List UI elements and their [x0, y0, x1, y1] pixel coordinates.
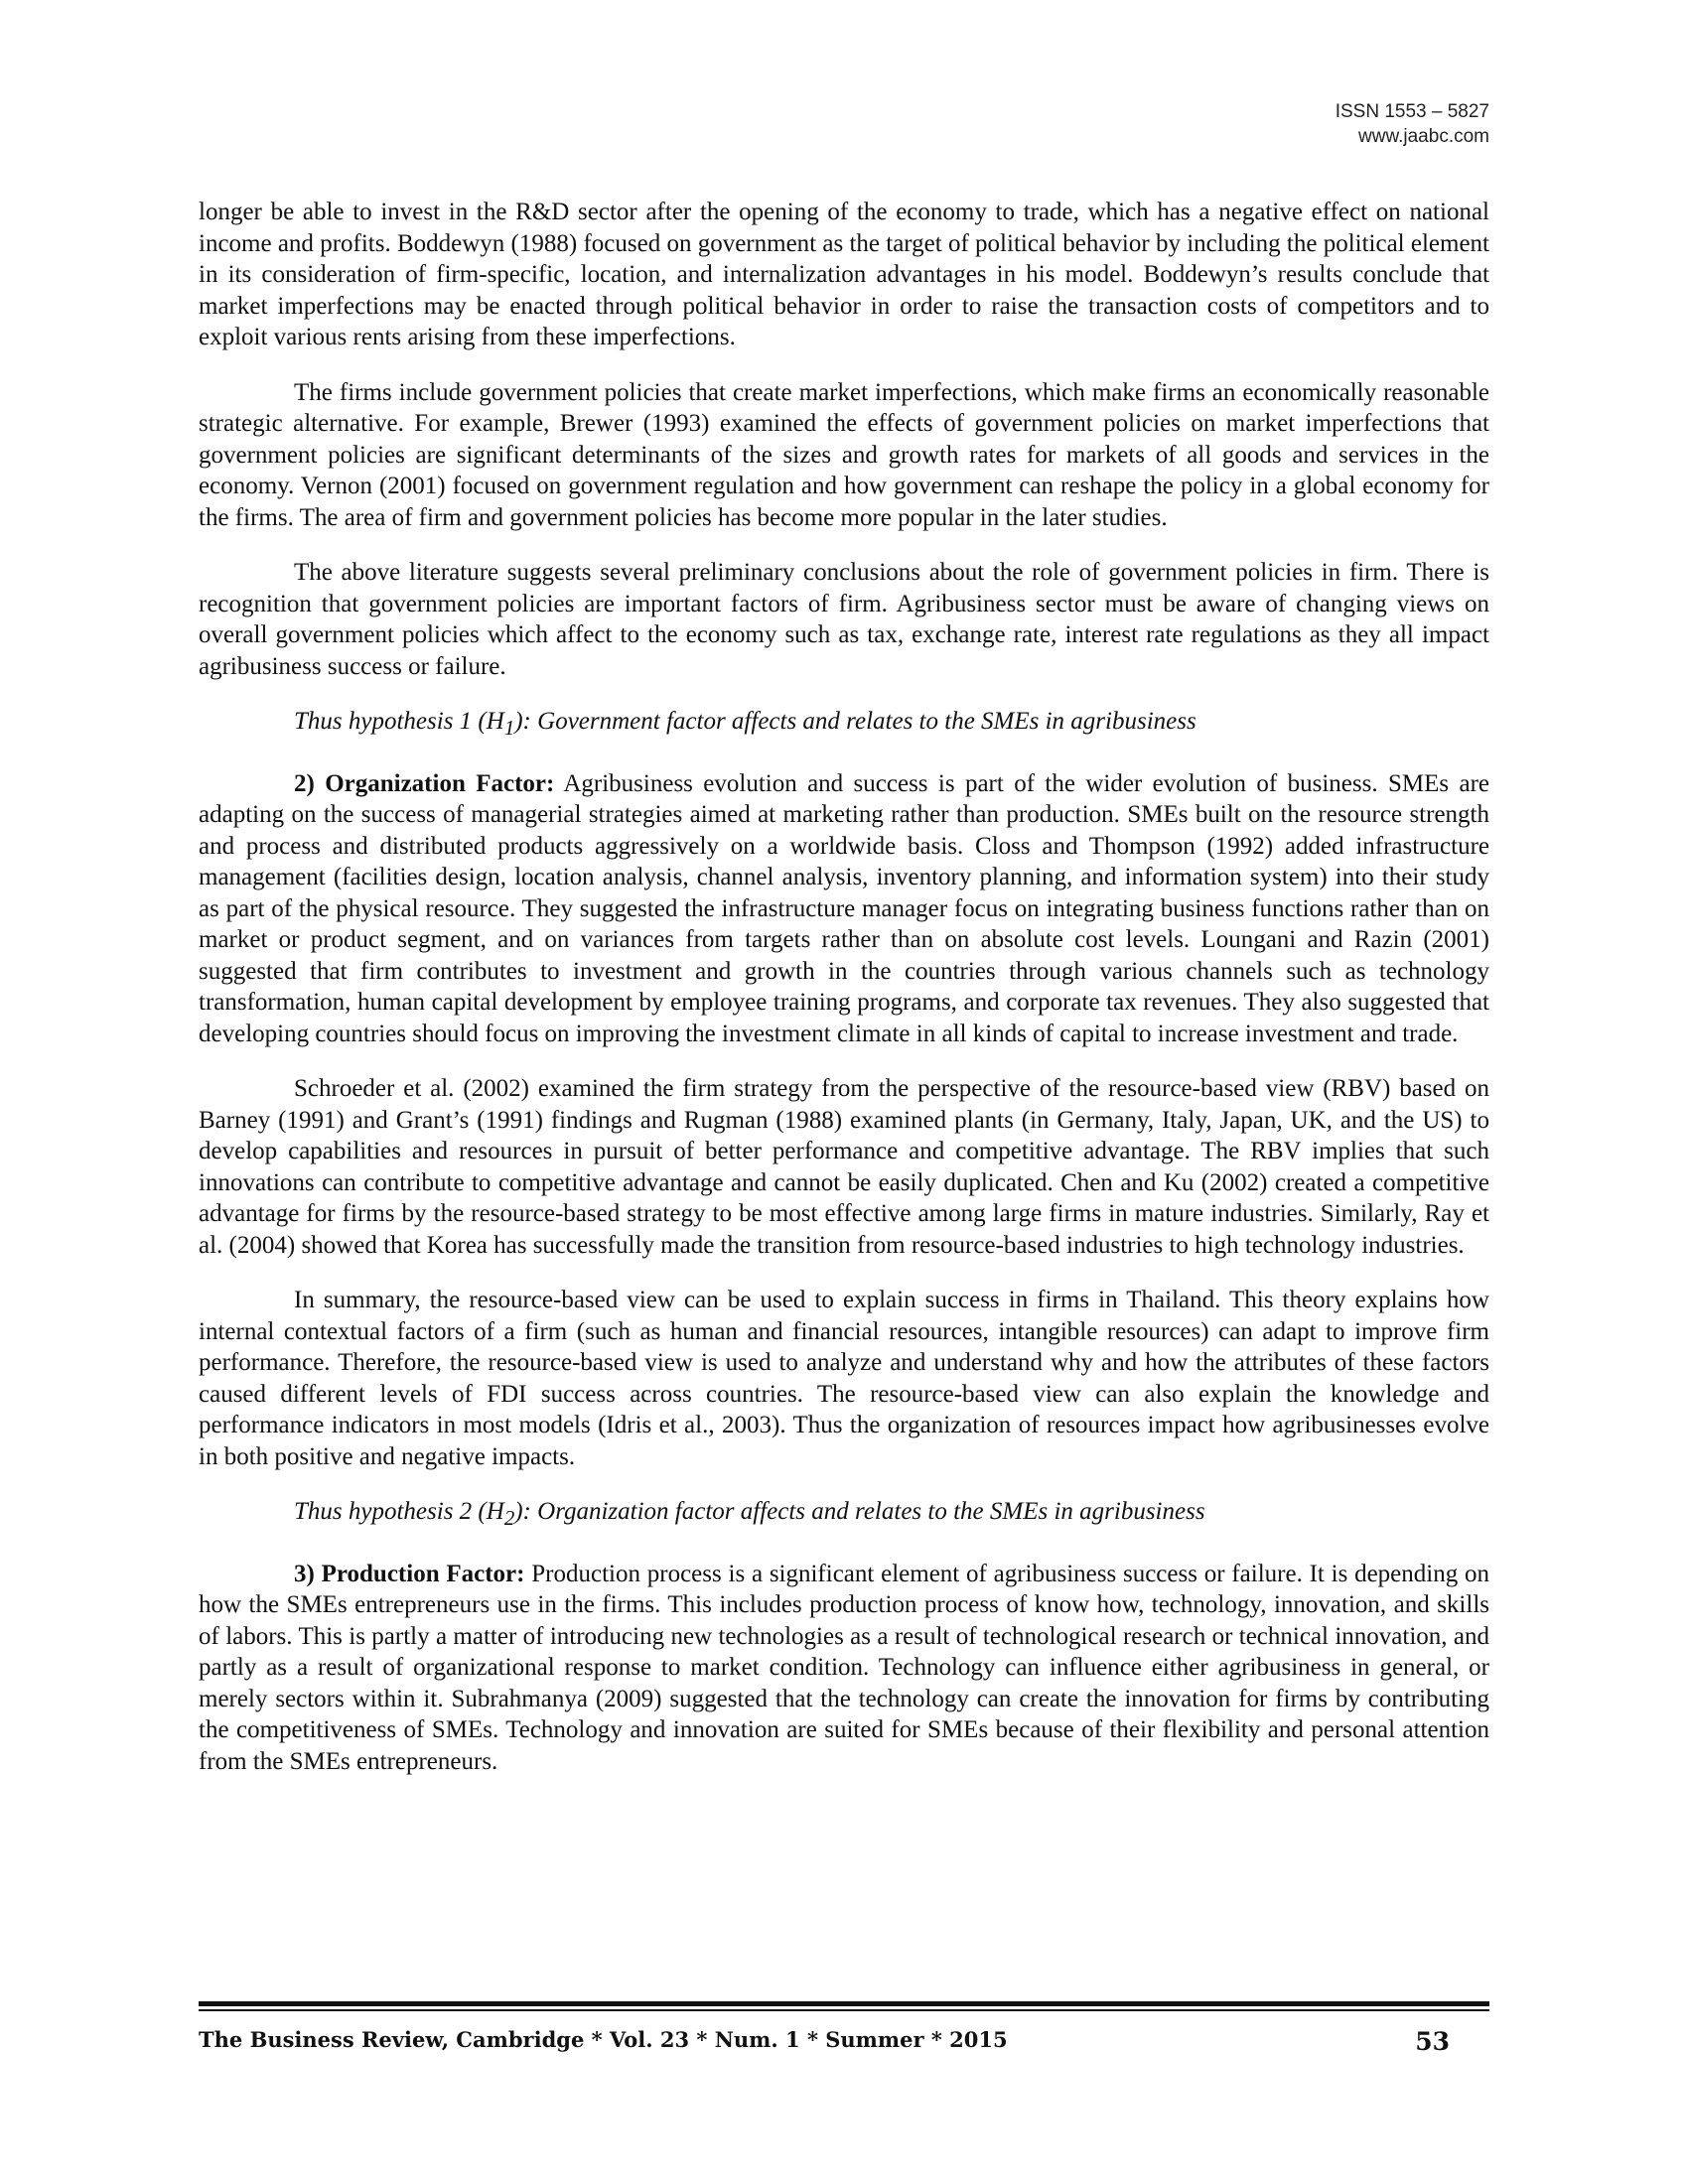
running-header [1336, 99, 1489, 149]
hypothesis-1-text: ): Government factor affects and relates to the SMEs in agribusiness [514, 708, 1196, 735]
journal-citation: The Business Review, Cambridge * Vol. 23 * Num. 1 * Summer * 2015 [199, 2027, 1008, 2052]
paragraph-government-policies: The firms include government policies that create market imperfections, which make firms an economically reasonable strategic alternative. For example, Brewer (1993) examined the effects of government policies on market imperfections that government policies are significant determinants of the sizes and growth rates for markets of all goods and services in the economy. Vernon (2001) focused on government regulation and how government can reshape the policy in a global economy for the firms. The area of firm and government policies has become more popular in the later studies. [199, 378, 1489, 531]
section-text-production: Production process is a significant element of agribusiness success or failure. It is depending on how the SMEs entrepreneurs use in the firms. This includes production process of know how, technology, innovation, and skills of labors. This is partly a matter of introducing new technologies as a result of technological research or technical innovation, and partly as a result of organizational response to market condition. Technology can influence either agribusiness in general, or merely sectors within it. Subrahmanya (2009) suggested that the technology can create the innovation for firms by contributing the competitiveness of SMEs. Technology and innovation are suited for SMEs because of their flexibility and personal attention from the SMEs entrepreneurs. [199, 1560, 1489, 1775]
paragraph-resource-based-view: Schroeder et al. (2002) examined the firm strategy from the perspective of the resource-based view (RBV) based on Barney (1991) and Grant’s (1991) findings and Rugman (1988) examined plants (in Germany, Italy, Japan, UK, and the US) to develop capabilities and resources in pursuit of better performance and competitive advantage. The RBV implies that such innovations can contribute to competitive advantage and cannot be easily duplicated. Chen and Ku (2002) created a competitive advantage for firms by the resource-based strategy to be most effective among large firms in mature industries. Similarly, Ray et al. (2004) showed that Korea has successfully made the transition from resource-based industries to high technology industries. [199, 1075, 1489, 1259]
issn-label: ISSN 1553 – 5827 [1335, 101, 1489, 122]
journal-website: www.jaabc.com [1358, 126, 1489, 147]
hypothesis-2-subscript: 2 [503, 1506, 515, 1530]
footer-rule-thin [199, 2009, 1489, 2011]
page-number: 53 [1415, 2027, 1450, 2056]
hypothesis-2 [199, 1496, 1489, 1535]
hypothesis-2-prefix: Thus hypothesis 2 (H [294, 1498, 504, 1525]
section-heading-production: 3) Production Factor: [294, 1560, 525, 1587]
section-heading-organization: 2) Organization Factor: [294, 769, 555, 797]
section-text-organization: Agribusiness evolution and success is part of the wider evolution of business. SMEs are adapting on the success of managerial strategies aimed at marketing rather than production. SMEs built on the resource strength and process and distributed products aggressively on a worldwide basis. Closs and Thompson (1992) added infrastructure management (facilities design, location analysis, channel analysis, inventory planning, and information system) into their study as part of the physical resource. They suggested the infrastructure manager focus on integrating business functions rather than on market or product segment, and on variances from targets rather than on absolute cost levels. Loungani and Razin (2001) suggested that firm contributes to investment and growth in the countries through various channels such as technology transformation, human capital development by employee training programs, and corporate tax revenues. They also suggested that developing countries should focus on improving the investment climate in all kinds of capital to increase investment and trade. [199, 769, 1489, 1047]
section-production-factor [199, 1559, 1489, 1778]
body-text [199, 197, 1489, 1801]
hypothesis-1 [199, 706, 1489, 745]
paragraph-literature-conclusions: The above literature suggests several preliminary conclusions about the role of government policies in firm. There is recognition that government policies are important factors of firm. Agribusiness sector must be aware of changing views on overall government policies which affect to the economy such as tax, exchange rate, interest rate regulations as they all impact agribusiness success or failure. [199, 559, 1489, 680]
hypothesis-2-text: ): Organization factor affects and relates to the SMEs in agribusiness [514, 1498, 1205, 1525]
hypothesis-1-prefix: Thus hypothesis 1 (H [294, 708, 504, 735]
footer-rule-thick [199, 2001, 1489, 2006]
paragraph-summary: In summary, the resource-based view can be used to explain success in firms in Thailand. This theory explains how internal contextual factors of a firm (such as human and financial resources, intangible resources) can adapt to improve firm performance. Therefore, the resource-based view is used to analyze and understand why and how the attributes of these factors caused different levels of FDI success across countries. The resource-based view can also explain the knowledge and performance indicators in most models (Idris et al., 2003). Thus the organization of resources impact how agribusinesses evolve in both positive and negative impacts. [199, 1287, 1489, 1470]
running-footer [199, 2027, 1489, 2056]
hypothesis-1-subscript: 1 [503, 716, 515, 740]
paragraph-continuation: longer be able to invest in the R&D sector after the opening of the economy to trade, which has a negative effect on national income and profits. Boddewyn (1988) focused on government as the target of political behavior by including the political element in its consideration of firm-specific, location, and internalization advantages in his model. Boddewyn’s results conclude that market imperfections may be enacted through political behavior in order to raise the transaction costs of competitors and to exploit various rents arising from these imperfections. [199, 199, 1489, 350]
section-organization-factor [199, 768, 1489, 1050]
